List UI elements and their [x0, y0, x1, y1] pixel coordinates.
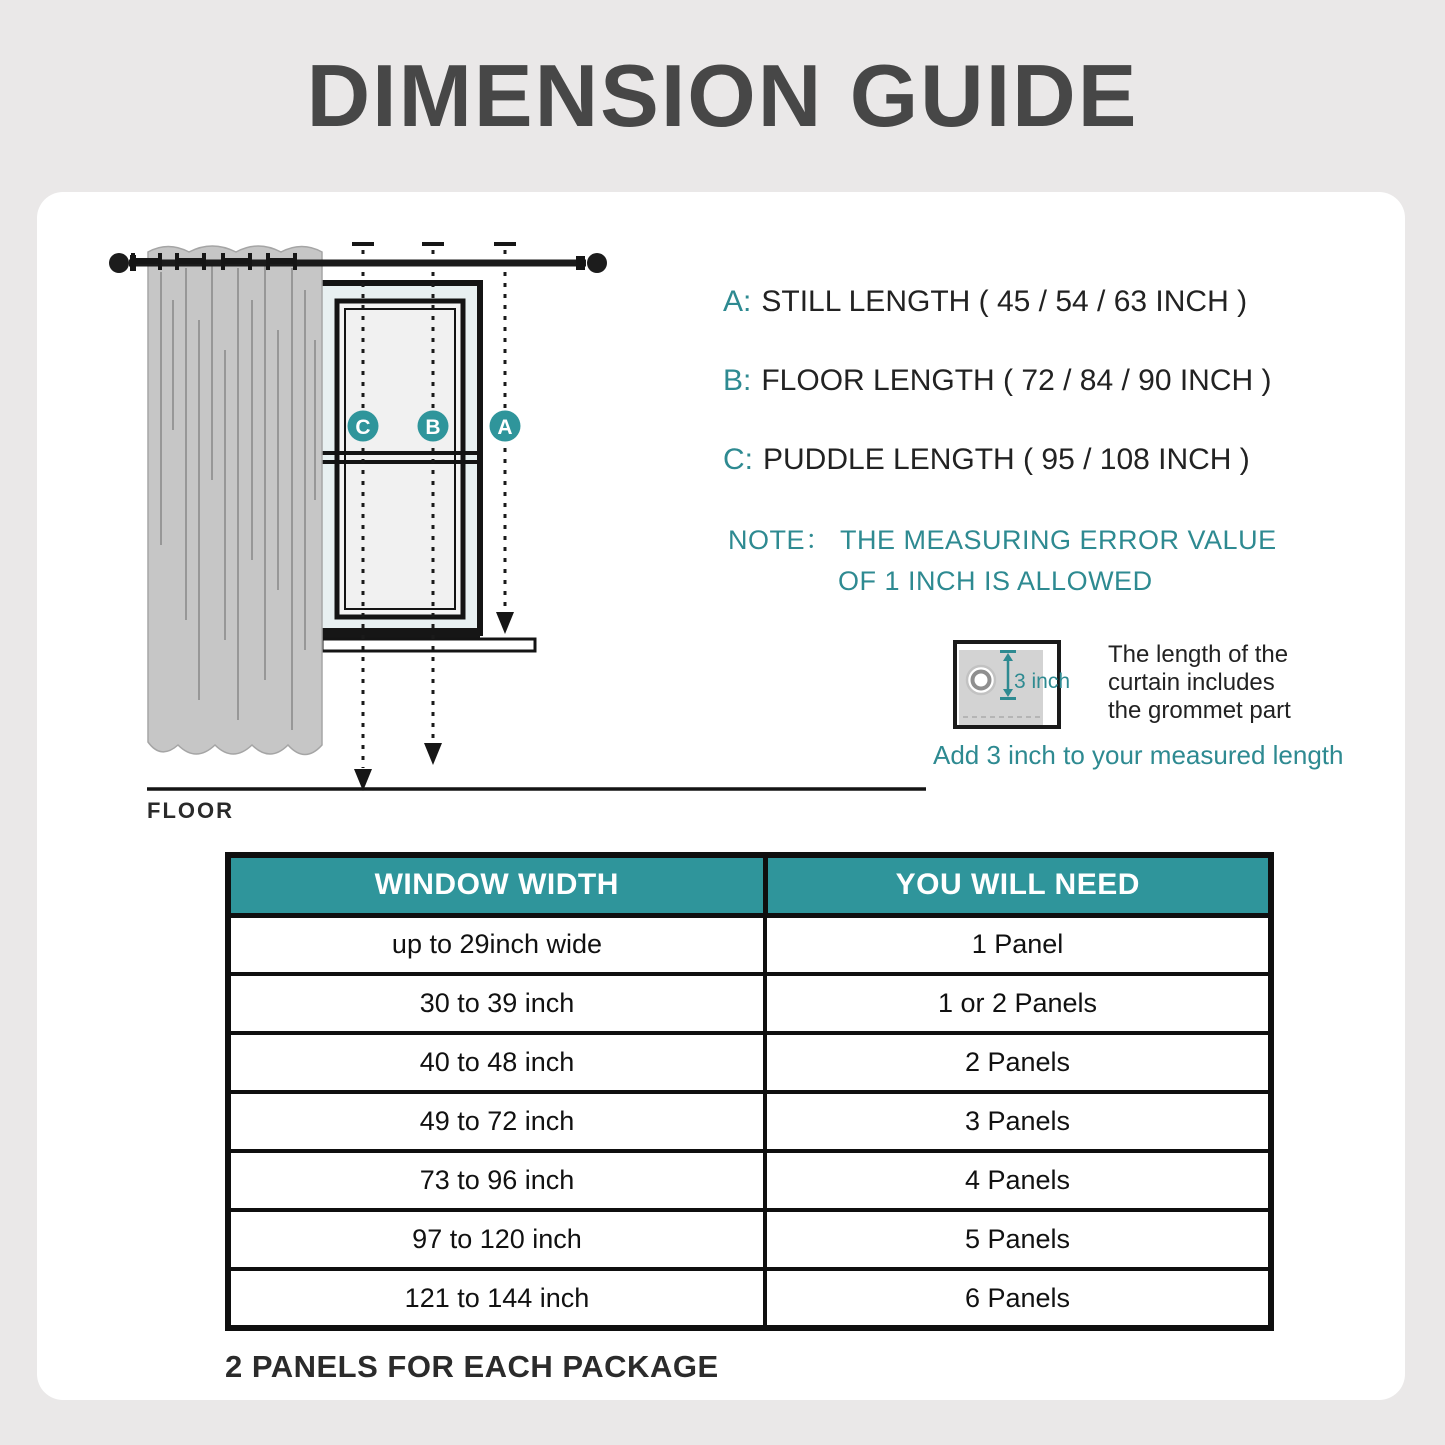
cell-panels-needed: 1 Panel — [765, 915, 1271, 974]
cell-panels-needed: 2 Panels — [765, 1033, 1271, 1092]
window-icon — [308, 283, 535, 651]
grommet-desc-line-1: The length of the — [1108, 641, 1289, 668]
grommet-tip: Add 3 inch to your measured length — [933, 740, 1344, 770]
cell-window-width: 40 to 48 inch — [228, 1033, 765, 1092]
three-inch-label: 3 inch — [1014, 670, 1071, 693]
grommet-description — [1108, 641, 1291, 725]
length-legend — [723, 285, 1272, 477]
badge-b: B — [425, 416, 441, 439]
cell-window-width: 30 to 39 inch — [228, 974, 765, 1033]
cell-panels-needed: 5 Panels — [765, 1210, 1271, 1269]
note-line-1: NOTE： THE MEASURING ERROR VALUE — [728, 525, 1277, 555]
curtain-icon — [148, 246, 322, 755]
cell-window-width: 49 to 72 inch — [228, 1092, 765, 1151]
badge-a: A — [497, 416, 513, 439]
cell-window-width: 121 to 144 inch — [228, 1269, 765, 1328]
floor-line — [147, 789, 926, 823]
grommet-desc-line-3: the grommet part — [1108, 697, 1291, 724]
table-row — [228, 1269, 1271, 1328]
grommet-detail-diagram — [945, 635, 1115, 745]
cell-panels-needed: 3 Panels — [765, 1092, 1271, 1151]
legend-key-c: C: — [723, 443, 753, 476]
table-row — [228, 1033, 1271, 1092]
legend-text-a: STILL LENGTH ( 45 / 54 / 63 INCH ) — [761, 285, 1248, 318]
measure-badges — [348, 411, 521, 442]
cell-window-width: 97 to 120 inch — [228, 1210, 765, 1269]
package-caption: 2 PANELS FOR EACH PACKAGE — [225, 1349, 719, 1384]
table-row — [228, 915, 1271, 974]
table-row — [228, 1151, 1271, 1210]
page-title: DIMENSION GUIDE — [306, 46, 1139, 145]
legend-text-b: FLOOR LENGTH ( 72 / 84 / 90 INCH ) — [761, 364, 1272, 397]
cell-window-width: 73 to 96 inch — [228, 1151, 765, 1210]
header-window-width: WINDOW WIDTH — [228, 855, 765, 915]
table-row — [228, 1210, 1271, 1269]
legend-text-c: PUDDLE LENGTH ( 95 / 108 INCH ) — [763, 443, 1250, 476]
floor-label: FLOOR — [147, 798, 234, 823]
table-row — [228, 974, 1271, 1033]
cell-window-width: up to 29inch wide — [228, 915, 765, 974]
note-line-2: OF 1 INCH IS ALLOWED — [838, 566, 1153, 596]
cell-panels-needed: 6 Panels — [765, 1269, 1271, 1328]
cell-panels-needed: 1 or 2 Panels — [765, 974, 1271, 1033]
grommet-desc-line-2: curtain includes — [1108, 669, 1275, 696]
table-row — [228, 1092, 1271, 1151]
legend-key-a: A: — [723, 285, 752, 318]
badge-c: C — [355, 416, 371, 439]
cell-panels-needed: 4 Panels — [765, 1151, 1271, 1210]
legend-item-c — [723, 443, 1272, 477]
legend-item-a — [723, 285, 1272, 319]
panel-size-table — [225, 852, 1274, 1331]
grommet-ring-icon — [967, 666, 995, 694]
legend-item-b — [723, 364, 1272, 398]
header-you-will-need: YOU WILL NEED — [765, 855, 1271, 915]
legend-key-b: B: — [723, 364, 752, 397]
table-header-row — [228, 855, 1271, 915]
